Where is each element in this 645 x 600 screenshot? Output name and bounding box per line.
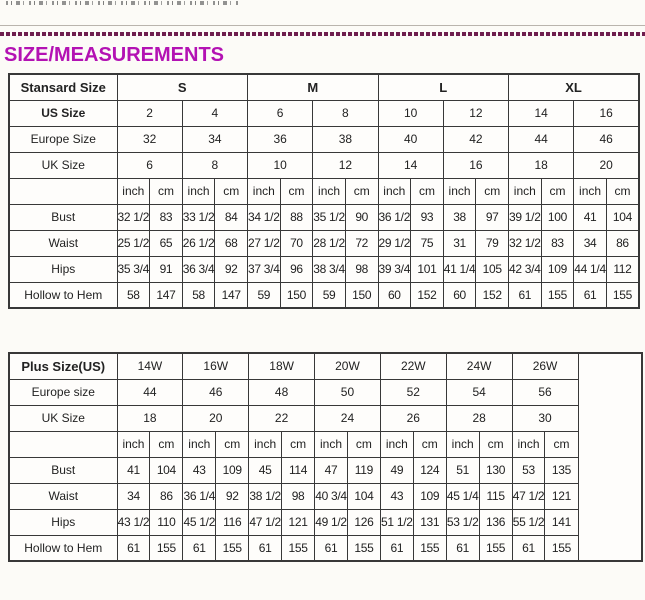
size-value-cell: 14 bbox=[509, 100, 574, 126]
unit-header-cell: cm bbox=[545, 431, 578, 457]
unit-header-cell: cm bbox=[280, 178, 313, 204]
unit-header-cell: cm bbox=[216, 431, 249, 457]
measurement-cell: 101 bbox=[411, 256, 444, 282]
measurement-cell: 88 bbox=[280, 204, 313, 230]
measurement-cell: 61 bbox=[117, 535, 150, 561]
measurement-cell: 155 bbox=[347, 535, 380, 561]
size-value-cell: 20 bbox=[574, 152, 639, 178]
measurement-cell: 92 bbox=[216, 483, 249, 509]
measurement-cell: 155 bbox=[150, 535, 183, 561]
row-label: Europe Size bbox=[9, 126, 117, 152]
measurement-cell: 147 bbox=[215, 282, 248, 308]
measurement-cell: 124 bbox=[413, 457, 446, 483]
blank-label-cell bbox=[9, 178, 117, 204]
measurement-cell: 41 bbox=[574, 204, 607, 230]
cropped-text-remnant bbox=[6, 1, 241, 5]
measurement-cell: 34 bbox=[574, 230, 607, 256]
measurement-cell: 121 bbox=[545, 483, 578, 509]
measurement-cell: 39 1/2 bbox=[509, 204, 542, 230]
size-value-cell: 12 bbox=[313, 152, 378, 178]
measurement-cell: 25 1/2 bbox=[117, 230, 150, 256]
measurement-cell: 47 1/2 bbox=[249, 509, 282, 535]
measurement-cell: 27 1/2 bbox=[248, 230, 281, 256]
size-value-cell: 2 bbox=[117, 100, 182, 126]
measurement-cell: 61 bbox=[380, 535, 413, 561]
measurement-cell: 39 3/4 bbox=[378, 256, 411, 282]
measurement-cell: 83 bbox=[541, 230, 574, 256]
unit-header-cell: inch bbox=[248, 178, 281, 204]
unit-header-cell: cm bbox=[541, 178, 574, 204]
unit-header-cell: cm bbox=[150, 178, 183, 204]
measurement-cell: 105 bbox=[476, 256, 509, 282]
measurement-cell: 112 bbox=[606, 256, 639, 282]
size-value-cell: 46 bbox=[574, 126, 639, 152]
column-group-header: 24W bbox=[446, 353, 512, 379]
measurement-cell: 119 bbox=[347, 457, 380, 483]
measurement-cell: 131 bbox=[413, 509, 446, 535]
row-label: Hips bbox=[9, 256, 117, 282]
measurement-cell: 155 bbox=[479, 535, 512, 561]
size-value-cell: 42 bbox=[443, 126, 508, 152]
unit-header-cell: inch bbox=[446, 431, 479, 457]
row-label: Bust bbox=[9, 204, 117, 230]
measurement-cell: 147 bbox=[150, 282, 183, 308]
measurement-cell: 38 bbox=[443, 204, 476, 230]
measurement-cell: 135 bbox=[545, 457, 578, 483]
measurement-cell: 97 bbox=[476, 204, 509, 230]
row-label: Hollow to Hem bbox=[9, 282, 117, 308]
measurement-cell: 58 bbox=[182, 282, 215, 308]
size-value-cell: 22 bbox=[249, 405, 315, 431]
measurement-cell: 61 bbox=[446, 535, 479, 561]
measurement-cell: 34 1/2 bbox=[248, 204, 281, 230]
measurement-cell: 83 bbox=[150, 204, 183, 230]
measurement-cell: 104 bbox=[606, 204, 639, 230]
measurement-cell: 42 3/4 bbox=[509, 256, 542, 282]
measurement-cell: 38 1/2 bbox=[249, 483, 282, 509]
measurement-cell: 45 1/2 bbox=[183, 509, 216, 535]
unit-header-cell: inch bbox=[443, 178, 476, 204]
measurement-cell: 53 bbox=[512, 457, 545, 483]
measurement-cell: 96 bbox=[280, 256, 313, 282]
row-label: Europe size bbox=[9, 379, 117, 405]
measurement-cell: 34 bbox=[117, 483, 150, 509]
unit-header-cell: inch bbox=[117, 431, 150, 457]
measurement-cell: 47 bbox=[315, 457, 348, 483]
unit-header-cell: inch bbox=[380, 431, 413, 457]
size-value-cell: 8 bbox=[313, 100, 378, 126]
unit-header-cell: cm bbox=[476, 178, 509, 204]
size-value-cell: 36 bbox=[248, 126, 313, 152]
size-value-cell: 24 bbox=[315, 405, 381, 431]
measurement-cell: 92 bbox=[215, 256, 248, 282]
measurement-cell: 100 bbox=[541, 204, 574, 230]
unit-header-cell: inch bbox=[574, 178, 607, 204]
measurement-cell: 61 bbox=[183, 535, 216, 561]
size-value-cell: 34 bbox=[182, 126, 247, 152]
measurement-cell: 152 bbox=[411, 282, 444, 308]
size-value-cell: 50 bbox=[315, 379, 381, 405]
size-value-cell: 44 bbox=[509, 126, 574, 152]
measurement-cell: 40 3/4 bbox=[315, 483, 348, 509]
measurement-cell: 61 bbox=[249, 535, 282, 561]
column-group-header: 26W bbox=[512, 353, 578, 379]
measurement-cell: 38 3/4 bbox=[313, 256, 346, 282]
measurement-cell: 130 bbox=[479, 457, 512, 483]
measurement-cell: 150 bbox=[345, 282, 378, 308]
size-value-cell: 6 bbox=[248, 100, 313, 126]
size-value-cell: 26 bbox=[380, 405, 446, 431]
measurement-cell: 109 bbox=[541, 256, 574, 282]
size-value-cell: 16 bbox=[443, 152, 508, 178]
measurement-cell: 104 bbox=[150, 457, 183, 483]
measurement-cell: 141 bbox=[545, 509, 578, 535]
unit-header-cell: cm bbox=[347, 431, 380, 457]
measurement-cell: 51 bbox=[446, 457, 479, 483]
measurement-cell: 41 1/4 bbox=[443, 256, 476, 282]
unit-header-cell: cm bbox=[282, 431, 315, 457]
size-value-cell: 48 bbox=[249, 379, 315, 405]
column-group-header: S bbox=[117, 74, 248, 100]
measurement-cell: 45 1/4 bbox=[446, 483, 479, 509]
size-value-cell: 6 bbox=[117, 152, 182, 178]
column-group-header: XL bbox=[509, 74, 640, 100]
measurement-cell: 32 1/2 bbox=[509, 230, 542, 256]
measurement-cell: 86 bbox=[606, 230, 639, 256]
size-value-cell: 18 bbox=[509, 152, 574, 178]
measurement-cell: 53 1/2 bbox=[446, 509, 479, 535]
measurement-cell: 84 bbox=[215, 204, 248, 230]
size-value-cell: 4 bbox=[182, 100, 247, 126]
unit-header-cell: cm bbox=[345, 178, 378, 204]
measurement-cell: 60 bbox=[443, 282, 476, 308]
table-title-cell: Stansard Size bbox=[9, 74, 117, 100]
size-value-cell: 10 bbox=[378, 100, 443, 126]
column-group-header: 18W bbox=[249, 353, 315, 379]
measurement-cell: 72 bbox=[345, 230, 378, 256]
empty-column-cell bbox=[578, 353, 642, 561]
measurement-cell: 155 bbox=[216, 535, 249, 561]
column-group-header: 16W bbox=[183, 353, 249, 379]
row-label: Hollow to Hem bbox=[9, 535, 117, 561]
measurement-cell: 109 bbox=[413, 483, 446, 509]
page-title: SIZE/MEASUREMENTS bbox=[4, 44, 225, 66]
measurement-cell: 31 bbox=[443, 230, 476, 256]
measurement-cell: 36 1/4 bbox=[183, 483, 216, 509]
size-value-cell: 40 bbox=[378, 126, 443, 152]
measurement-cell: 68 bbox=[215, 230, 248, 256]
measurement-cell: 61 bbox=[574, 282, 607, 308]
measurement-cell: 29 1/2 bbox=[378, 230, 411, 256]
measurement-cell: 43 bbox=[380, 483, 413, 509]
measurement-cell: 51 1/2 bbox=[380, 509, 413, 535]
measurement-cell: 75 bbox=[411, 230, 444, 256]
size-value-cell: 8 bbox=[182, 152, 247, 178]
size-chart-page bbox=[0, 1, 645, 562]
row-label: Bust bbox=[9, 457, 117, 483]
unit-header-cell: inch bbox=[313, 178, 346, 204]
measurement-cell: 28 1/2 bbox=[313, 230, 346, 256]
unit-header-cell: inch bbox=[512, 431, 545, 457]
measurement-cell: 32 1/2 bbox=[117, 204, 150, 230]
size-value-cell: 30 bbox=[512, 405, 578, 431]
dashed-divider bbox=[0, 32, 645, 36]
size-value-cell: 32 bbox=[117, 126, 182, 152]
unit-header-cell: cm bbox=[150, 431, 183, 457]
measurement-cell: 44 1/4 bbox=[574, 256, 607, 282]
measurement-cell: 36 1/2 bbox=[378, 204, 411, 230]
measurement-cell: 79 bbox=[476, 230, 509, 256]
size-value-cell: 16 bbox=[574, 100, 639, 126]
measurement-cell: 98 bbox=[282, 483, 315, 509]
measurement-cell: 152 bbox=[476, 282, 509, 308]
measurement-cell: 60 bbox=[378, 282, 411, 308]
measurement-cell: 41 bbox=[117, 457, 150, 483]
measurement-cell: 61 bbox=[512, 535, 545, 561]
blank-label-cell bbox=[9, 431, 117, 457]
divider-line bbox=[0, 25, 645, 26]
row-label: UK Size bbox=[9, 405, 117, 431]
measurement-cell: 55 1/2 bbox=[512, 509, 545, 535]
unit-header-cell: cm bbox=[479, 431, 512, 457]
measurement-cell: 70 bbox=[280, 230, 313, 256]
row-label: UK Size bbox=[9, 152, 117, 178]
measurement-cell: 47 1/2 bbox=[512, 483, 545, 509]
measurement-cell: 45 bbox=[249, 457, 282, 483]
row-label: Hips bbox=[9, 509, 117, 535]
measurement-cell: 61 bbox=[509, 282, 542, 308]
plus-size-table bbox=[8, 352, 643, 562]
measurement-cell: 59 bbox=[248, 282, 281, 308]
measurement-cell: 35 3/4 bbox=[117, 256, 150, 282]
size-value-cell: 18 bbox=[117, 405, 183, 431]
measurement-cell: 33 1/2 bbox=[182, 204, 215, 230]
measurement-cell: 155 bbox=[413, 535, 446, 561]
measurement-cell: 104 bbox=[347, 483, 380, 509]
row-label: Waist bbox=[9, 230, 117, 256]
unit-header-cell: inch bbox=[117, 178, 150, 204]
table-title-cell: Plus Size(US) bbox=[9, 353, 117, 379]
measurement-cell: 98 bbox=[345, 256, 378, 282]
measurement-cell: 115 bbox=[479, 483, 512, 509]
unit-header-cell: inch bbox=[249, 431, 282, 457]
measurement-cell: 90 bbox=[345, 204, 378, 230]
column-group-header: M bbox=[248, 74, 379, 100]
measurement-cell: 114 bbox=[282, 457, 315, 483]
measurement-cell: 155 bbox=[606, 282, 639, 308]
size-value-cell: 38 bbox=[313, 126, 378, 152]
measurement-cell: 43 bbox=[183, 457, 216, 483]
measurement-cell: 91 bbox=[150, 256, 183, 282]
measurement-cell: 49 1/2 bbox=[315, 509, 348, 535]
unit-header-cell: cm bbox=[606, 178, 639, 204]
measurement-cell: 110 bbox=[150, 509, 183, 535]
measurement-cell: 121 bbox=[282, 509, 315, 535]
column-group-header: 14W bbox=[117, 353, 183, 379]
size-value-cell: 46 bbox=[183, 379, 249, 405]
measurement-cell: 37 3/4 bbox=[248, 256, 281, 282]
column-group-header: 20W bbox=[315, 353, 381, 379]
unit-header-cell: cm bbox=[413, 431, 446, 457]
size-value-cell: 12 bbox=[443, 100, 508, 126]
measurement-cell: 35 1/2 bbox=[313, 204, 346, 230]
measurement-cell: 155 bbox=[541, 282, 574, 308]
measurement-cell: 93 bbox=[411, 204, 444, 230]
size-value-cell: 56 bbox=[512, 379, 578, 405]
measurement-cell: 36 3/4 bbox=[182, 256, 215, 282]
size-value-cell: 54 bbox=[446, 379, 512, 405]
size-value-cell: 44 bbox=[117, 379, 183, 405]
unit-header-cell: inch bbox=[183, 431, 216, 457]
unit-header-cell: cm bbox=[411, 178, 444, 204]
measurement-cell: 26 1/2 bbox=[182, 230, 215, 256]
unit-header-cell: inch bbox=[378, 178, 411, 204]
measurement-cell: 155 bbox=[545, 535, 578, 561]
standard-size-table bbox=[8, 73, 640, 309]
size-value-cell: 20 bbox=[183, 405, 249, 431]
measurement-cell: 65 bbox=[150, 230, 183, 256]
row-label: Waist bbox=[9, 483, 117, 509]
row-label: US Size bbox=[9, 100, 117, 126]
measurement-cell: 116 bbox=[216, 509, 249, 535]
measurement-cell: 43 1/2 bbox=[117, 509, 150, 535]
measurement-cell: 59 bbox=[313, 282, 346, 308]
column-group-header: 22W bbox=[380, 353, 446, 379]
measurement-cell: 150 bbox=[280, 282, 313, 308]
column-group-header: L bbox=[378, 74, 509, 100]
measurement-cell: 109 bbox=[216, 457, 249, 483]
unit-header-cell: inch bbox=[182, 178, 215, 204]
size-value-cell: 52 bbox=[380, 379, 446, 405]
unit-header-cell: inch bbox=[509, 178, 542, 204]
measurement-cell: 49 bbox=[380, 457, 413, 483]
size-value-cell: 28 bbox=[446, 405, 512, 431]
measurement-cell: 58 bbox=[117, 282, 150, 308]
size-value-cell: 10 bbox=[248, 152, 313, 178]
measurement-cell: 126 bbox=[347, 509, 380, 535]
measurement-cell: 86 bbox=[150, 483, 183, 509]
size-value-cell: 14 bbox=[378, 152, 443, 178]
measurement-cell: 136 bbox=[479, 509, 512, 535]
measurement-cell: 61 bbox=[315, 535, 348, 561]
unit-header-cell: inch bbox=[315, 431, 348, 457]
measurement-cell: 155 bbox=[282, 535, 315, 561]
unit-header-cell: cm bbox=[215, 178, 248, 204]
